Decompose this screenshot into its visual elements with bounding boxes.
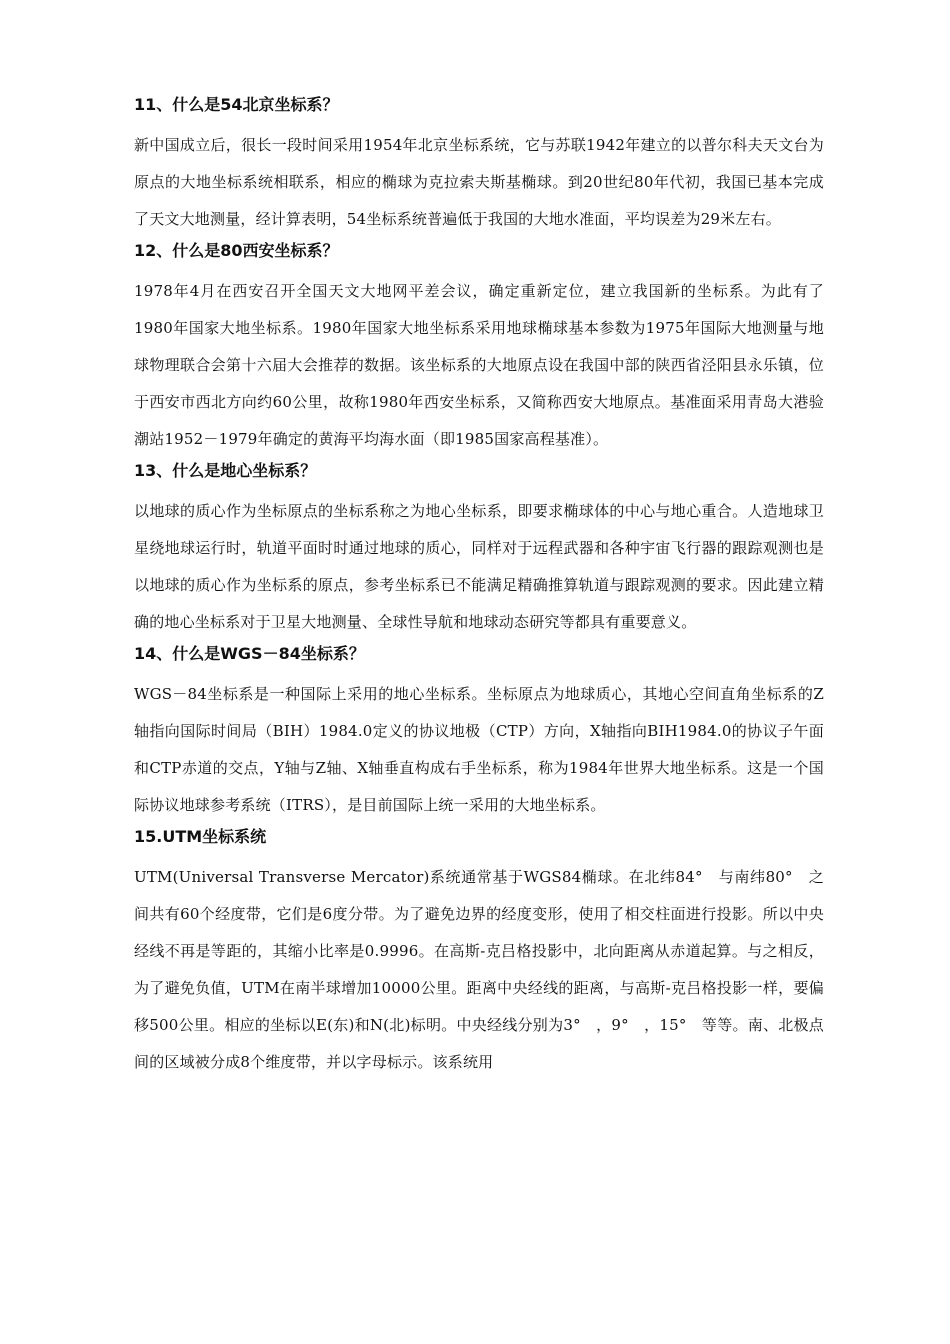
section-paragraph: UTM(Universal Transverse Mercator)系统通常基于WGS84椭球。在北纬84° 与南纬80° 之间共有60个经度带，它们是6度分带。为了避免边界的经度变形，使用了相交柱面进行投影。所以中央经线不再是等距的，其缩小比率是0.9996。在高斯-克吕格投影中，北向距离从赤道起算。与之相反，为了避免负值，UTM在南半球增加10000公里。距离中央经线的距离，与高斯-克吕格投影一样，要偏移500公里。相应的坐标以E(东)和N(北)标明。中央经线分别为3° ，9° ，15° 等等。南、北极点间的区域被分成8个维度带，并以字母标示。该系统用: [134, 868, 824, 1071]
section-12: [134, 240, 824, 458]
section-paragraph: 以地球的质心作为坐标原点的坐标系称之为地心坐标系，即要求椭球体的中心与地心重合。人造地球卫星绕地球运行时，轨道平面时时通过地球的质心，同样对于远程武器和各种宇宙飞行器的跟踪观测也是以地球的质心作为坐标系的原点，参考坐标系已不能满足精确推算轨道与跟踪观测的要求。因此建立精确的地心坐标系对于卫星大地测量、全球性导航和地球动态研究等都具有重要意义。: [134, 502, 824, 631]
section-heading: 14、什么是WGS－84坐标系？: [134, 644, 365, 663]
document-page: [134, 94, 824, 1083]
section-heading: 11、什么是54北京坐标系？: [134, 95, 339, 114]
section-13: [134, 460, 824, 641]
section-heading: 13、什么是地心坐标系？: [134, 461, 317, 480]
section-heading: 15.UTM坐标系统: [134, 827, 267, 846]
section-15: [134, 826, 824, 1081]
section-heading: 12、什么是80西安坐标系？: [134, 241, 339, 260]
section-paragraph: WGS－84坐标系是一种国际上采用的地心坐标系。坐标原点为地球质心，其地心空间直角坐标系的Z轴指向国际时间局（BIH）1984.0定义的协议地极（CTP）方向，X轴指向BIH1984.0的协议子午面和CTP赤道的交点，Y轴与Z轴、X轴垂直构成右手坐标系，称为1984年世界大地坐标系。这是一个国际协议地球参考系统（ITRS），是目前国际上统一采用的大地坐标系。: [134, 685, 824, 814]
section-paragraph: 1978年4月在西安召开全国天文大地网平差会议，确定重新定位，建立我国新的坐标系。为此有了1980年国家大地坐标系。1980年国家大地坐标系采用地球椭球基本参数为1975年国际大地测量与地球物理联合会第十六届大会推荐的数据。该坐标系的大地原点设在我国中部的陕西省泾阳县永乐镇，位于西安市西北方向约60公里，故称1980年西安坐标系，又简称西安大地原点。基准面采用青岛大港验潮站1952－1979年确定的黄海平均海水面（即1985国家高程基准）。: [134, 282, 824, 448]
section-paragraph: 新中国成立后，很长一段时间采用1954年北京坐标系统，它与苏联1942年建立的以普尔科夫天文台为原点的大地坐标系统相联系，相应的椭球为克拉索夫斯基椭球。到20世纪80年代初，我国已基本完成了天文大地测量，经计算表明，54坐标系统普遍低于我国的大地水准面，平均误差为29米左右。: [134, 136, 824, 228]
section-14: [134, 643, 824, 824]
section-11: [134, 94, 824, 238]
